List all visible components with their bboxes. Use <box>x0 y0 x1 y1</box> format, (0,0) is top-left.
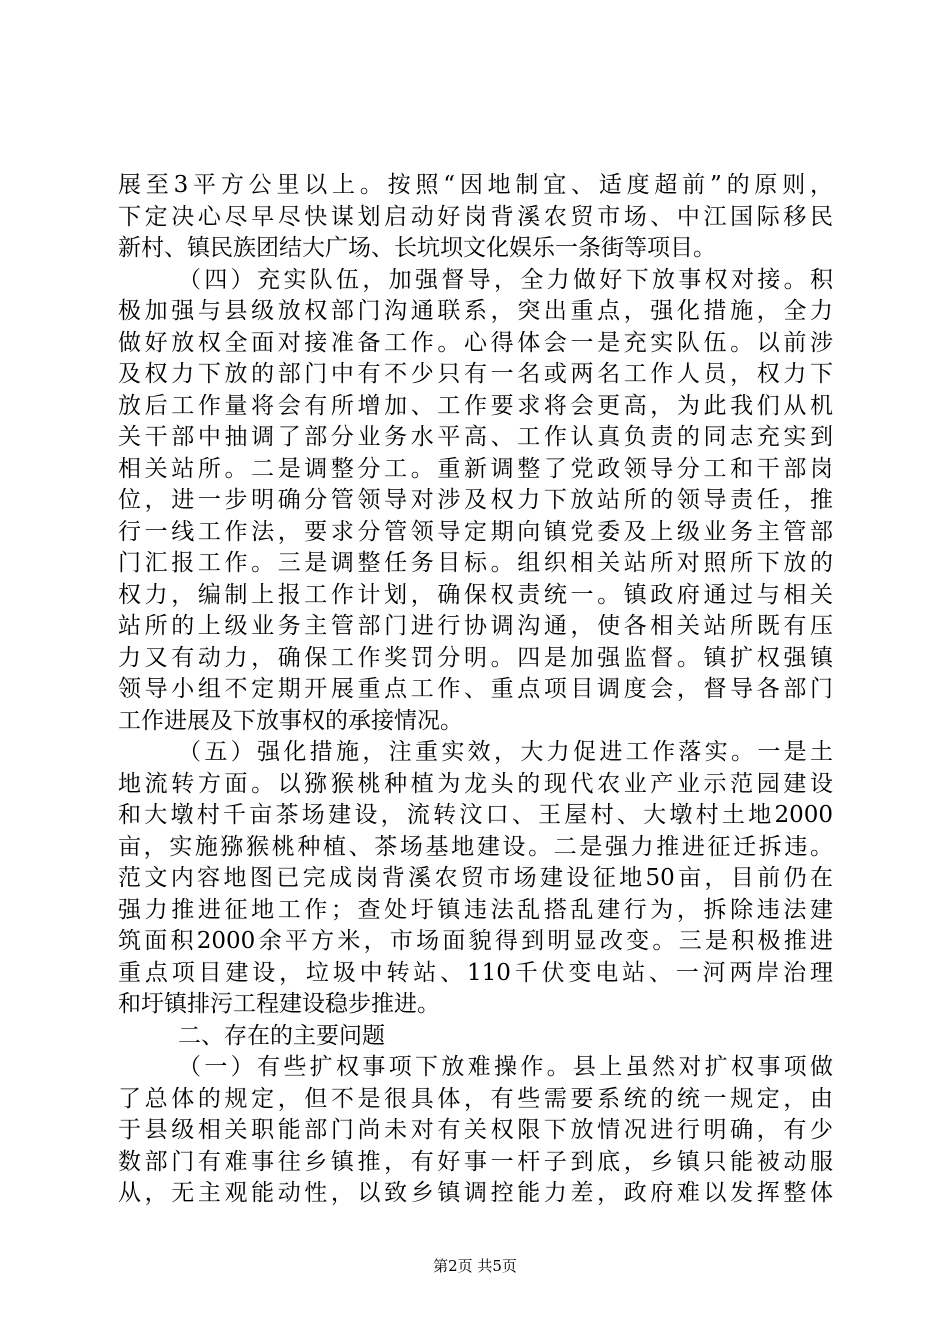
text-line: 强力推进征地工作；查处圩镇违法乱搭乱建行为，拆除违法建 <box>118 896 833 923</box>
text-line: 于县级相关职能部门尚未对有关权限下放情况进行明确，有少 <box>118 1117 833 1143</box>
text-line: 位，进一步明确分管领导对涉及权力下放站所的领导责任，推 <box>118 487 833 513</box>
text-line: 重点项目建设，垃圾中转站、110千伏变电站、一河两岸治理 <box>118 959 833 986</box>
text-line: 从，无主观能动性，以致乡镇调控能力差，政府难以发挥整体 <box>118 1180 833 1206</box>
text-line: 力又有动力，确保工作奖罚分明。四是加强监督。镇扩权强镇 <box>118 644 833 671</box>
document-body <box>118 170 833 1210</box>
text-line: 了总体的规定，但不是很具体，有些需要系统的统一规定，由 <box>118 1085 833 1112</box>
text-line: 亩，实施猕猴桃种植、茶场基地建设。二是强力推进征迁拆违。 <box>118 833 833 860</box>
text-line: 门汇报工作。三是调整任务目标。组织相关站所对照所下放的 <box>118 550 833 576</box>
text-line: 做好放权全面对接准备工作。心得体会一是充实队伍。以前涉 <box>118 329 833 356</box>
text-line: 领导小组不定期开展重点工作、重点项目调度会，督导各部门 <box>118 676 833 702</box>
text-line: 站所的上级业务主管部门进行协调沟通，使各相关站所既有压 <box>118 613 833 639</box>
text-line: 新村、镇民族团结大广场、长坑坝文化娱乐一条街等项目。 <box>118 235 716 261</box>
text-line: 关干部中抽调了部分业务水平高、工作认真负责的同志充实到 <box>118 424 833 450</box>
text-line: 和圩镇排污工程建设稳步推进。 <box>118 991 440 1017</box>
text-line: 行一线工作法，要求分管领导定期向镇党委及上级业务主管部 <box>118 518 833 545</box>
paragraph-start-line: （五）强化措施，注重实效，大力促进工作落实。一是土 <box>178 739 833 765</box>
page-footer: 第2页 共5页 <box>433 1257 517 1275</box>
text-line: 下定决心尽早尽快谋划启动好岗背溪农贸市场、中江国际移民 <box>118 203 833 230</box>
text-line: 工作进展及下放事权的承接情况。 <box>118 707 463 734</box>
text-line: 数部门有难事往乡镇推，有好事一杆子到底，乡镇只能被动服 <box>118 1148 833 1175</box>
text-line: 地流转方面。以猕猴桃种植为龙头的现代农业产业示范园建设 <box>118 770 833 797</box>
text-line: 极加强与县级放权部门沟通联系，突出重点，强化措施，全力 <box>118 298 833 324</box>
text-line: 和大墩村千亩茶场建设，流转汶口、王屋村、大墩村土地2000 <box>118 802 833 828</box>
text-line: 筑面积2000余平方米，市场面貌得到明显改变。三是积极推进 <box>118 928 833 954</box>
section-heading: 二、存在的主要问题 <box>178 1022 385 1049</box>
text-line: 展至3平方公里以上。按照“因地制宜、适度超前”的原则， <box>118 172 833 198</box>
paragraph-start-line: （四）充实队伍，加强督导，全力做好下放事权对接。积 <box>178 266 833 293</box>
text-line: 权力，编制上报工作计划，确保权责统一。镇政府通过与相关 <box>118 581 833 608</box>
text-line: 及权力下放的部门中有不少只有一名或两名工作人员，权力下 <box>118 361 833 387</box>
text-line: 放后工作量将会有所增加、工作要求将会更高，为此我们从机 <box>118 392 833 419</box>
text-line: 范文内容地图已完成岗背溪农贸市场建设征地50亩，目前仍在 <box>118 865 833 891</box>
paragraph-start-line: （一）有些扩权事项下放难操作。县上虽然对扩权事项做 <box>178 1054 833 1080</box>
text-line: 相关站所。二是调整分工。重新调整了党政领导分工和干部岗 <box>118 455 833 482</box>
